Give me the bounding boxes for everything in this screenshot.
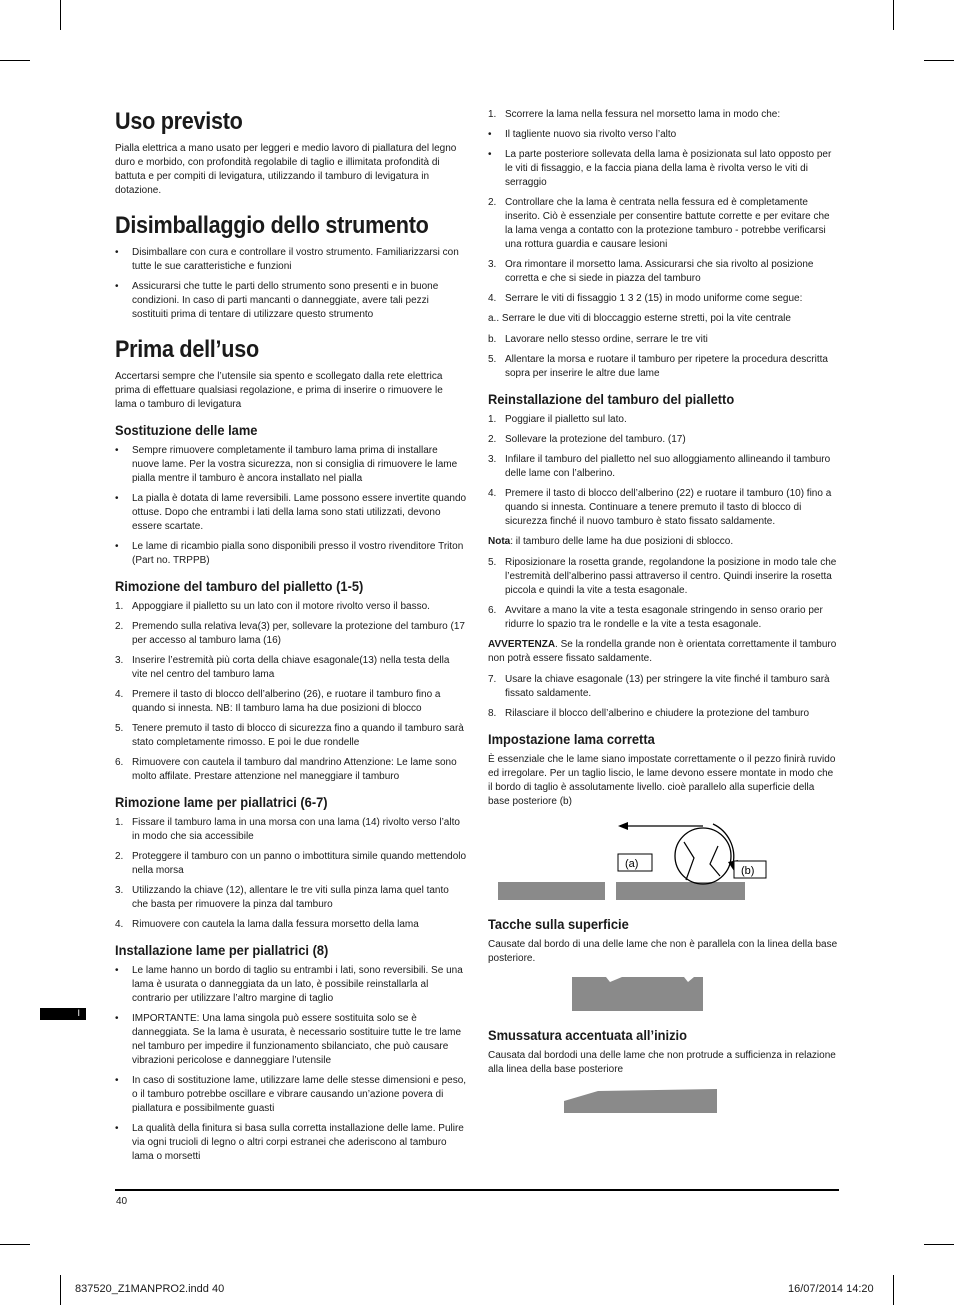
- list-item: • Il tagliente nuovo sia rivolto verso l’alto: [488, 129, 677, 140]
- subheading-sostituzione: Sostituzione delle lame: [115, 422, 258, 438]
- list-item: • La pialla è dotata di lame reversibili. Lame possono essere invertite quando ottuse. Dopo che entrambi i lati della lama sono stati utilizzati, devono essere scartate.: [115, 493, 467, 532]
- list-item: • Disimballare con cura e controllare il vostro strumento. Familiarizzarsi con tutte le sue caratteristiche e funzioni: [115, 247, 459, 272]
- section-uso-previsto: [115, 108, 467, 198]
- rear-base-shape: [616, 882, 745, 900]
- list-item: 1. Appoggiare il pialletto su un lato con il motore rivolto verso il basso.: [115, 601, 430, 612]
- numbered-list: [488, 556, 838, 632]
- notch-diagram: [488, 973, 838, 1017]
- list-item: 2. Controllare che la lama è centrata nella fessura ed è completamente inserito. Ciò è essenziale per consentire battute corrette e per evitare che la lama venga a contatto con la protezione tamburo - potrebbe verificarsi una rottura guardia e causare lesioni: [488, 197, 830, 250]
- subheading-installazione-lame: Installazione lame per piallatrici (8): [115, 942, 329, 958]
- heading-prima-uso: Prima dell’uso: [115, 336, 259, 363]
- list-item: 1. Poggiare il pialletto sul lato.: [488, 414, 627, 425]
- list-item: 2. Proteggere il tamburo con un panno o imbottitura simile quando mettendolo nella morsa: [115, 851, 467, 876]
- numbered-list: [488, 413, 838, 529]
- bullet-list: [115, 964, 467, 1164]
- list-item: 6. Avvitare a mano la vite a testa esagonale stringendo in senso orario per ridurre lo spazio tra le rondelle e la vite a testa esagonale.: [488, 605, 823, 630]
- crop-mark: [0, 1244, 30, 1245]
- list-item: 4. Serrare le viti di fissaggio 1 3 2 (15) in modo uniforme come segue:: [488, 293, 803, 304]
- crop-mark: [924, 60, 954, 61]
- list-item: • Le lame di ricambio pialla sono disponibili presso il vostro rivenditore Triton (Part no. TRPPB): [115, 541, 464, 566]
- paragraph: Accertarsi sempre che l’utensile sia spento e scollegato dalla rete elettrica prima di effettuare qualsiasi regolazione, e prima di inserire o rimuovere le lama o tamburo di levigatura: [115, 371, 443, 410]
- snipe-diagram: [488, 1087, 838, 1131]
- print-footer-left: 837520_Z1MANPRO2.indd 40: [75, 1283, 225, 1295]
- section-prima-uso: [115, 336, 467, 1164]
- crop-mark: [60, 0, 61, 30]
- snipe-illustration: [488, 1087, 838, 1127]
- subheading-tacche: Tacche sulla superficie: [488, 916, 629, 932]
- list-item: 2. Sollevare la protezione del tamburo. (17): [488, 434, 686, 445]
- list-item: 2. Premendo sulla relativa leva(3) per, sollevare la protezione del tamburo (17 per accesso al tamburo lama (16): [115, 621, 465, 646]
- print-footer-right: 16/07/2014 14:20: [788, 1283, 874, 1295]
- notch-illustration: [488, 973, 838, 1013]
- list-item: • La parte posteriore sollevata della lama è posizionata sul lato opposto per le viti di fissaggio, e la faccia piana della lama è rivolta verso le viti di serraggio: [488, 149, 832, 188]
- paragraph: È essenziale che le lame siano impostate correttamente o il pezzo finirà ruvido ed irregolare. Per un taglio liscio, le lame devono essere montate in modo che il bordo di taglio è assolutamente livello. cioè parallelo alla superficie della base posteriore (b): [488, 754, 836, 807]
- list-item: • Sempre rimuovere completamente il tamburo lama prima di installare nuove lame. Per la vostra sicurezza, non si consiglia di rimuovere le lame pialla mentre il tamburo è ancora installato nel pialla: [115, 445, 458, 484]
- note-paragraph: Nota: il tamburo delle lame ha due posizioni di sblocco.: [488, 536, 734, 547]
- warning-paragraph: AVVERTENZA. Se la rondella grande non è orientata correttamente il tamburo non potrà essere fissato saldamente.: [488, 639, 837, 664]
- crop-mark: [0, 60, 30, 61]
- list-item: 5. Tenere premuto il tasto di blocco di sicurezza fino a quando il tamburo sarà stato completamente rimosso. E poi le due rondelle: [115, 723, 464, 748]
- list-item: 3. Ora rimontare il morsetto lama. Assicurarsi che sia rivolto al posizione corretta e che si siede in piazza del tamburo: [488, 259, 814, 284]
- paragraph: Causata dal bordodi una delle lame che non protrude a sufficienza in relazione alla linea della base posteriore: [488, 1050, 836, 1075]
- list-item: 6. Rimuovere con cautela il tamburo dal mandrino Attenzione: Le lame sono molto affilate. Prestare attenzione nel maneggiare il tamburo: [115, 757, 457, 782]
- list-item: 8. Rilasciare il blocco dell’alberino e chiudere la protezione del tamburo: [488, 708, 810, 719]
- list-item: 4. Premere il tasto di blocco dell’alberino (26), e ruotare il tamburo fino a quando si innesta. NB: Il tamburo lama ha due posizioni di blocco: [115, 689, 441, 714]
- language-tab: I: [40, 1008, 86, 1020]
- notched-surface-shape: [572, 977, 703, 1011]
- numbered-list: [115, 816, 467, 932]
- list-item: 3. Inserire l’estremità più corta della chiave esagonale(13) nella testa della vite nel centro del tamburo lama: [115, 655, 450, 680]
- list-item: 4. Premere il tasto di blocco dell’alberino (22) e ruotare il tamburo (10) fino a quando si innesta. Continuare a tenere premuto il tasto di blocco di sicurezza finché il nuovo tamburo è stato fissato saldamente.: [488, 488, 832, 527]
- sub-step-a: a.. Serrare le due viti di bloccaggio esterne stretti, poi la vite centrale: [488, 313, 791, 324]
- sub-list: [488, 333, 838, 381]
- list-item: 3. Infilare il tamburo del pialletto nel suo alloggiamento allineando il tamburo delle lame con l’alberino.: [488, 454, 831, 479]
- numbered-list: [488, 673, 838, 721]
- arrow-head-icon: [618, 822, 628, 830]
- heading-disimballaggio: Disimballaggio dello strumento: [115, 212, 429, 239]
- list-item: 3. Utilizzando la chiave (12), allentare le tre viti sulla pinza lama quel tanto che basta per rimuovere la pinza dal tamburo: [115, 885, 449, 910]
- footer-rule: [115, 1189, 839, 1191]
- right-column: [488, 108, 838, 1131]
- crop-mark: [924, 1244, 954, 1245]
- section-disimballaggio: [115, 212, 467, 322]
- left-column: [115, 108, 467, 1170]
- crop-mark: [60, 1275, 61, 1305]
- list-item: • In caso di sostituzione lame, utilizzare lame delle stesse dimensioni e peso, o il tamburo potrebbe oscillare e vibrare causando un’azione povera di piallatura e possibilmente guasti: [115, 1075, 467, 1114]
- subheading-rimozione-lame: Rimozione lame per piallatrici (6-7): [115, 794, 328, 810]
- list-item: 1. Fissare il tamburo lama in una morsa con una lama (14) rivolto verso l’alto in modo che sia accessibile: [115, 817, 460, 842]
- crop-mark: [893, 0, 894, 30]
- sniped-surface-shape: [564, 1089, 717, 1113]
- blade-setting-diagram: [488, 816, 838, 906]
- bullet-list: [115, 246, 467, 322]
- subheading-rimozione-tamburo: Rimozione del tamburo del pialletto (1-5): [115, 578, 364, 594]
- crop-mark: [893, 1275, 894, 1305]
- subheading-impostazione: Impostazione lama corretta: [488, 731, 655, 747]
- list-item: 7. Usare la chiave esagonale (13) per stringere la vite finché il tamburo sarà fissato saldamente.: [488, 674, 830, 699]
- page-number: 40: [116, 1196, 128, 1207]
- list-item: • IMPORTANTE: Una lama singola può essere sostituita solo se è danneggiata. Se la lama è usurata, è necessario sostituire tutte le tre lame nel tamburo per impedire il funzionamento sbilanciato, che può causare vibrazioni pericolose e danneggiare l’utensile: [115, 1013, 462, 1066]
- list-item: 4. Rimuovere con cautela la lama dalla fessura morsetto della lama: [115, 919, 419, 930]
- bullet-list: [115, 444, 467, 568]
- label-b: (b): [741, 865, 755, 877]
- subheading-reinstallazione: Reinstallazione del tamburo del pialletto: [488, 391, 735, 407]
- list-item: • La qualità della finitura si basa sulla corretta installazione delle lame. Pulire via ogni trucioli di legno o altri corpi estranei che aderiscono al tamburo lama o morsetti: [115, 1123, 464, 1162]
- heading-uso-previsto: Uso previsto: [115, 108, 243, 135]
- drum-circle: [675, 828, 731, 884]
- numbered-list: [488, 108, 838, 306]
- list-item: 5. Riposizionare la rosetta grande, regolandone la posizione in modo tale che l’estremità dell’alberino passi attraverso il centro. Quindi inserire la rosetta piccola e quindi la vite a testa esagonale.: [488, 557, 837, 596]
- subheading-smussatura: Smussatura accentuata all’inizio: [488, 1027, 687, 1043]
- list-item: • Le lame hanno un bordo di taglio su entrambi i lati, sono reversibili. Se una lama è usurata o danneggiata da un lato, è possibile reinstallarla al contrario per utilizzare l’altro margine di taglio: [115, 965, 463, 1004]
- list-item: 1. Scorrere la lama nella fessura nel morsetto lama in modo che:: [488, 109, 781, 120]
- blade-line: [710, 846, 720, 876]
- list-item: 5. Allentare la morsa e ruotare il tamburo per ripetere la procedura descritta sopra per inserire le altre due lame: [488, 354, 828, 379]
- blade-setting-illustration: [488, 816, 838, 906]
- paragraph: Pialla elettrica a mano usato per leggeri e medio lavoro di piallatura del legno duro e morbido, con profondità regolabile di taglio e illimitata profondità di battuta e per compiti di levigatura, utilizzando il tamburo di levigatura in dotazione.: [115, 143, 457, 196]
- label-a: (a): [625, 858, 639, 870]
- numbered-list: [115, 600, 467, 784]
- front-base-shape: [498, 882, 605, 900]
- sub-step-b: b. Lavorare nello stesso ordine, serrare le tre viti: [488, 334, 708, 345]
- blade-line: [684, 842, 694, 880]
- list-item: • Assicurarsi che tutte le parti dello strumento sono presenti e in buone condizioni. In caso di parti mancanti o danneggiate, avere tali pezzi sostituiti prima di tentare di utilizzare questo strumento: [115, 281, 439, 320]
- paragraph: Causate dal bordo di una delle lame che non è parallela con la linea della base posteriore.: [488, 939, 838, 964]
